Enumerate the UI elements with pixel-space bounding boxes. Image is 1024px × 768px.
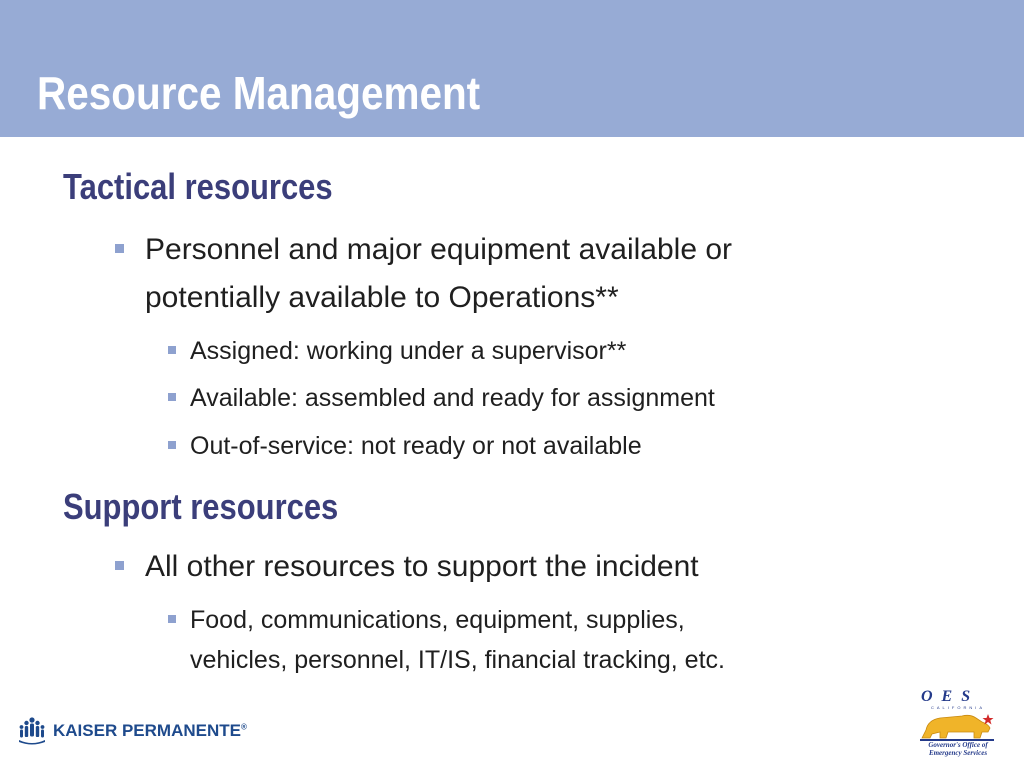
sub-bullet-text: Assigned: working under a supervisor**: [190, 337, 627, 365]
sub-bullet-food: [190, 600, 725, 680]
sub-bullet-out-of-service: [190, 426, 642, 466]
oes-caption: Governor's Office of Emergency Services: [928, 741, 988, 757]
kaiser-logo-text: KAISER PERMANENTE®: [53, 721, 247, 740]
bullet-square-icon: [115, 244, 124, 253]
sub-bullet-text: Available: assembled and ready for assignment: [190, 384, 715, 412]
sub-bullet-available: [190, 378, 715, 418]
oes-state-text: CALIFORNIA: [931, 705, 986, 710]
bullet-all-other: [145, 543, 699, 591]
title-bar: [0, 0, 1024, 137]
bullet-square-icon: [168, 393, 176, 401]
bullet-text-line1: Personnel and major equipment available or: [145, 233, 733, 266]
bear-icon: [918, 708, 998, 742]
oes-letters: OES: [921, 688, 980, 705]
bullet-square-icon: [115, 561, 124, 570]
bullet-text: All other resources to support the incident: [145, 550, 699, 583]
section-heading-support: Support resources: [63, 486, 339, 527]
kaiser-permanente-logo: [17, 716, 247, 746]
section-heading-tactical: Tactical resources: [63, 166, 333, 207]
bullet-square-icon: [168, 346, 176, 354]
bullet-text-line2: potentially available to Operations**: [145, 281, 619, 314]
sub-bullet-assigned: [190, 331, 626, 371]
bullet-square-icon: [168, 615, 176, 623]
sub-bullet-text-line1: Food, communications, equipment, supplies,: [190, 606, 685, 634]
slide-title: Resource Management: [37, 67, 481, 119]
sub-bullet-text: Out-of-service: not ready or not available: [190, 432, 642, 460]
sub-bullet-text-line2: vehicles, personnel, IT/IS, financial tracking, etc.: [190, 646, 725, 674]
oes-logo: [918, 688, 998, 760]
kaiser-people-icon: [17, 716, 47, 746]
bullet-square-icon: [168, 441, 176, 449]
bullet-personnel: [145, 226, 732, 322]
